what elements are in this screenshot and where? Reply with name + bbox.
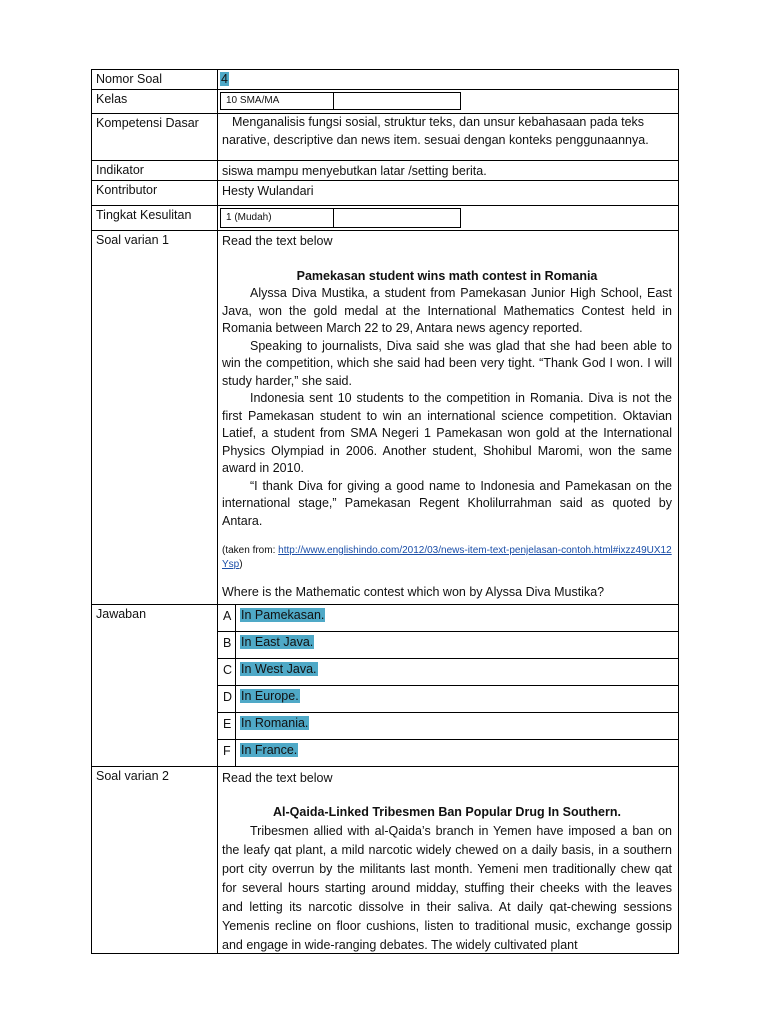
source-link[interactable]: http://www.englishindo.com/2012/03/news-item-text-penjelasan-contoh.html#ixzz49UX12Ysp [222, 545, 672, 570]
kontributor-value: Hesty Wulandari [222, 184, 314, 198]
option-letter: A [223, 609, 232, 623]
article-paragraph: Speaking to journalists, Diva said she was glad that she had been able to win the competition, which she said had been very tight. “Thank God I won. I will study harder,” she said. [222, 338, 672, 388]
kelas-label: Kelas [96, 92, 128, 106]
row-jawaban [92, 605, 678, 767]
soal-varian-1-content [222, 233, 672, 602]
option-text: In West Java. [241, 662, 317, 676]
tingkat-kesulitan-label: Tingkat Kesulitan [96, 208, 192, 222]
option-text: In France. [241, 743, 298, 757]
option-letter: C [223, 663, 233, 677]
option-text: In Europe. [241, 689, 299, 703]
soal-varian-2-content [222, 769, 672, 953]
answer-option[interactable] [217, 713, 678, 740]
answer-option[interactable] [217, 605, 678, 632]
nomor-soal-label: Nomor Soal [96, 72, 162, 86]
row-soal-varian-2 [92, 767, 678, 953]
article-title: Al-Qaida-Linked Tribesmen Ban Popular Drug In Southern. [273, 805, 621, 819]
kelas-empty-cell [333, 92, 461, 110]
row-tingkat-kesulitan [92, 206, 678, 231]
source-citation [222, 544, 672, 572]
kelas-value: 10 SMA/MA [220, 92, 334, 110]
soal-varian-2-label: Soal varian 2 [96, 769, 169, 783]
row-kompetensi-dasar [92, 114, 678, 161]
source-prefix: (taken from: [222, 545, 279, 556]
article-paragraph: “I thank Diva for giving a good name to Indonesia and Pamekasan on the international stage,” Pamekasan Regent Kholilurrahman said as quoted by Antara. [222, 478, 672, 528]
answer-option[interactable] [217, 659, 678, 686]
instruction-text: Read the text below [222, 771, 333, 785]
article-paragraph: Indonesia sent 10 students to the competition in Romania. Diva is not the first Pamekasan student to win an international science competition. Oktavian Latief, a student from SMA Negeri 1 Pamekasan won gold at the International Physics Olympiad in 2006. Another student, Shohibul Maromi, won the same award in 2010. [222, 391, 672, 475]
option-divider [235, 659, 236, 685]
option-divider [235, 605, 236, 631]
tingkat-empty-cell [333, 208, 461, 228]
tingkat-kesulitan-value: 1 (Mudah) [220, 208, 334, 228]
indikator-label: Indikator [96, 163, 144, 177]
option-divider [235, 632, 236, 658]
kompetensi-dasar-value: Menganalisis fungsi sosial, struktur teks, dan unsur kebahasaan pada teks narative, descriptive dan news item. sesuai dengan konteks penggunaannya. [222, 115, 649, 147]
option-divider [235, 740, 236, 767]
article-paragraph: Tribesmen allied with al-Qaida’s branch in Yemen have imposed a ban on the leafy qat plant, a mild narcotic widely chewed on a daily basis, in a southern port city overrun by the militants last month. Yemeni men traditionally chew qat for several hours starting around midday, stuffing their cheeks with the leaves and letting its narcotic dissolve in their saliva. At daily qat-chewing sessions Yemenis recline on floor cushions, listen to traditional music, exchange gossip and engage in wide-ranging debates. The widely cultivated plant [222, 824, 672, 952]
kontributor-label: Kontributor [96, 183, 158, 197]
article-paragraph: Alyssa Diva Mustika, a student from Pamekasan Junior High School, East Java, won the gold medal at the International Mathematics Contest held in Romania between March 22 to 29, Antara news agency reported. [222, 286, 672, 335]
option-text: In East Java. [241, 635, 314, 649]
row-indikator [92, 161, 678, 181]
answer-option[interactable] [217, 686, 678, 713]
article-title: Pamekasan student wins math contest in Romania [296, 268, 598, 283]
option-letter: D [223, 690, 233, 704]
row-kelas [92, 90, 678, 114]
kompetensi-dasar-label: Kompetensi Dasar [96, 116, 199, 130]
option-divider [235, 686, 236, 712]
nomor-soal-value: 4 [221, 72, 228, 86]
source-suffix: ) [239, 559, 243, 570]
question-text: Where is the Mathematic contest which won by Alyssa Diva Mustika? [222, 585, 605, 599]
option-text: In Romania. [241, 716, 309, 730]
answer-option[interactable] [217, 632, 678, 659]
row-nomor-soal [92, 70, 678, 90]
option-letter: E [223, 717, 232, 731]
indikator-value: siswa mampu menyebutkan latar /setting berita. [222, 164, 487, 178]
row-soal-varian-1 [92, 231, 678, 605]
soal-varian-1-label: Soal varian 1 [96, 233, 169, 247]
option-letter: B [223, 636, 232, 650]
answer-option[interactable] [217, 740, 678, 767]
option-divider [235, 713, 236, 739]
question-card-table [91, 69, 679, 954]
instruction-text: Read the text below [222, 234, 333, 248]
jawaban-label: Jawaban [96, 607, 147, 621]
option-text: In Pamekasan. [241, 608, 325, 622]
option-letter: F [223, 744, 231, 758]
row-kontributor [92, 181, 678, 206]
